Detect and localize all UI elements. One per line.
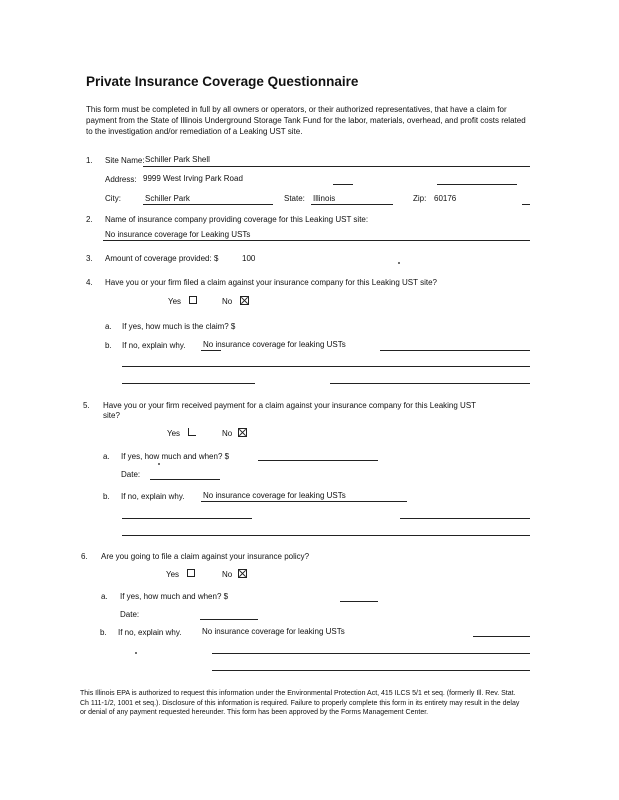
q4b-line-1a bbox=[201, 350, 221, 351]
q6a-date-label: Date: bbox=[120, 610, 140, 619]
q2-label: Name of insurance company providing coverage for this Leaking UST site: bbox=[105, 215, 369, 224]
q5b-number: b. bbox=[103, 492, 110, 501]
q6b-label: If no, explain why. bbox=[118, 628, 182, 637]
q3-value[interactable]: 100 bbox=[242, 254, 256, 263]
state-label: State: bbox=[284, 194, 305, 203]
q5-label-line1: Have you or your firm received payment for a claim against your insurance company for this Leaking UST bbox=[103, 401, 477, 410]
q6a-amount-line bbox=[340, 601, 378, 602]
q4b-value[interactable]: No insurance coverage for leaking USTs bbox=[203, 340, 346, 349]
q5b-line-2a bbox=[122, 518, 252, 519]
q4-no-label: No bbox=[222, 297, 233, 306]
q1-number: 1. bbox=[86, 156, 93, 165]
q6a-number: a. bbox=[101, 592, 108, 601]
address-line-frag-1 bbox=[333, 184, 353, 185]
scan-speck bbox=[398, 262, 400, 264]
q5a-amount-line bbox=[258, 460, 378, 461]
scan-speck bbox=[135, 652, 137, 654]
q4b-line-2 bbox=[122, 366, 530, 367]
zip-value[interactable]: 60176 bbox=[434, 194, 457, 203]
city-value[interactable]: Schiller Park bbox=[145, 194, 190, 203]
q6-no-checkbox-checked[interactable] bbox=[238, 569, 247, 578]
q5b-line-3 bbox=[122, 535, 530, 536]
q6-number: 6. bbox=[81, 552, 88, 561]
q5-number: 5. bbox=[83, 401, 90, 410]
q5a-date-label: Date: bbox=[121, 470, 141, 479]
q6b-line-1 bbox=[473, 636, 530, 637]
q5a-label: If yes, how much and when? $ bbox=[121, 452, 230, 461]
q6-yes-checkbox[interactable] bbox=[187, 569, 195, 577]
site-name-label: Site Name: bbox=[105, 156, 145, 165]
q4b-label: If no, explain why. bbox=[122, 341, 186, 350]
q5-yes-checkbox[interactable] bbox=[188, 428, 196, 436]
legal-footer: This Illinois EPA is authorized to request this information under the Environmental Protection Act, 415 ILCS 5/1 et seq. (formerly Ill. Rev. Stat. Ch 111-1/2, 1001 et seq.). Disclosure of this information is required. Failure to properly complete this form in its entirety may result in the delay or denial of any payment requested hereunder. This form has been approved by the Forms Management Center. bbox=[80, 690, 520, 716]
q2-number: 2. bbox=[86, 215, 93, 224]
q4a-number: a. bbox=[105, 322, 112, 331]
site-name-value[interactable]: Schiller Park Shell bbox=[145, 155, 210, 164]
address-label: Address: bbox=[105, 175, 137, 184]
q6b-line-3 bbox=[212, 670, 530, 671]
q4b-line-3b bbox=[330, 383, 530, 384]
city-label: City: bbox=[105, 194, 121, 203]
q6a-date-line bbox=[200, 619, 258, 620]
state-line bbox=[311, 204, 393, 205]
q5-label-line2: site? bbox=[103, 411, 120, 420]
q5a-date-line bbox=[150, 479, 220, 480]
q4a-label: If yes, how much is the claim? $ bbox=[122, 322, 236, 331]
q5-yes-label: Yes bbox=[167, 429, 181, 438]
form-title: Private Insurance Coverage Questionnaire bbox=[86, 74, 359, 89]
q6-label: Are you going to file a claim against your insurance policy? bbox=[101, 552, 310, 561]
address-line-frag-2 bbox=[437, 184, 517, 185]
q4b-number: b. bbox=[105, 341, 112, 350]
q5b-line-1 bbox=[201, 501, 407, 502]
q5-no-label: No bbox=[222, 429, 233, 438]
q4-yes-checkbox[interactable] bbox=[189, 296, 197, 304]
q6b-number: b. bbox=[100, 628, 107, 637]
q4b-line-1b bbox=[380, 350, 530, 351]
q2-value[interactable]: No insurance coverage for Leaking USTs bbox=[105, 230, 251, 239]
q4b-line-3a bbox=[122, 383, 255, 384]
q5b-line-2b bbox=[400, 518, 530, 519]
scan-speck bbox=[158, 463, 160, 465]
zip-line-frag bbox=[522, 204, 530, 205]
address-value[interactable]: 9999 West Irving Park Road bbox=[143, 174, 243, 183]
q5b-value[interactable]: No insurance coverage for leaking USTs bbox=[203, 491, 346, 500]
q3-number: 3. bbox=[86, 254, 93, 263]
q4-number: 4. bbox=[86, 278, 93, 287]
zip-label: Zip: bbox=[413, 194, 427, 203]
q5a-number: a. bbox=[103, 452, 110, 461]
q6b-value[interactable]: No insurance coverage for leaking USTs bbox=[202, 627, 345, 636]
q6b-line-2 bbox=[212, 653, 530, 654]
q3-label: Amount of coverage provided: $ bbox=[105, 254, 219, 263]
q6-no-label: No bbox=[222, 570, 233, 579]
q5-no-checkbox-checked[interactable] bbox=[238, 428, 247, 437]
form-intro: This form must be completed in full by all owners or operators, or their authorized representatives, that have a claim for payment from the State of Illinois Underground Storage Tank Fund for the labor, materials, overhead, and profit costs related to the investigation and/or remediation of a Leaking UST site. bbox=[86, 105, 526, 136]
site-name-line bbox=[143, 166, 530, 167]
state-value[interactable]: Illinois bbox=[313, 194, 336, 203]
q4-label: Have you or your firm filed a claim against your insurance company for this Leaking UST site? bbox=[105, 278, 438, 287]
q4-no-checkbox-checked[interactable] bbox=[240, 296, 249, 305]
q6-yes-label: Yes bbox=[166, 570, 180, 579]
q5b-label: If no, explain why. bbox=[121, 492, 185, 501]
q4-yes-label: Yes bbox=[168, 297, 182, 306]
city-line bbox=[143, 204, 273, 205]
q2-line bbox=[103, 240, 530, 241]
q6a-label: If yes, how much and when? $ bbox=[120, 592, 229, 601]
